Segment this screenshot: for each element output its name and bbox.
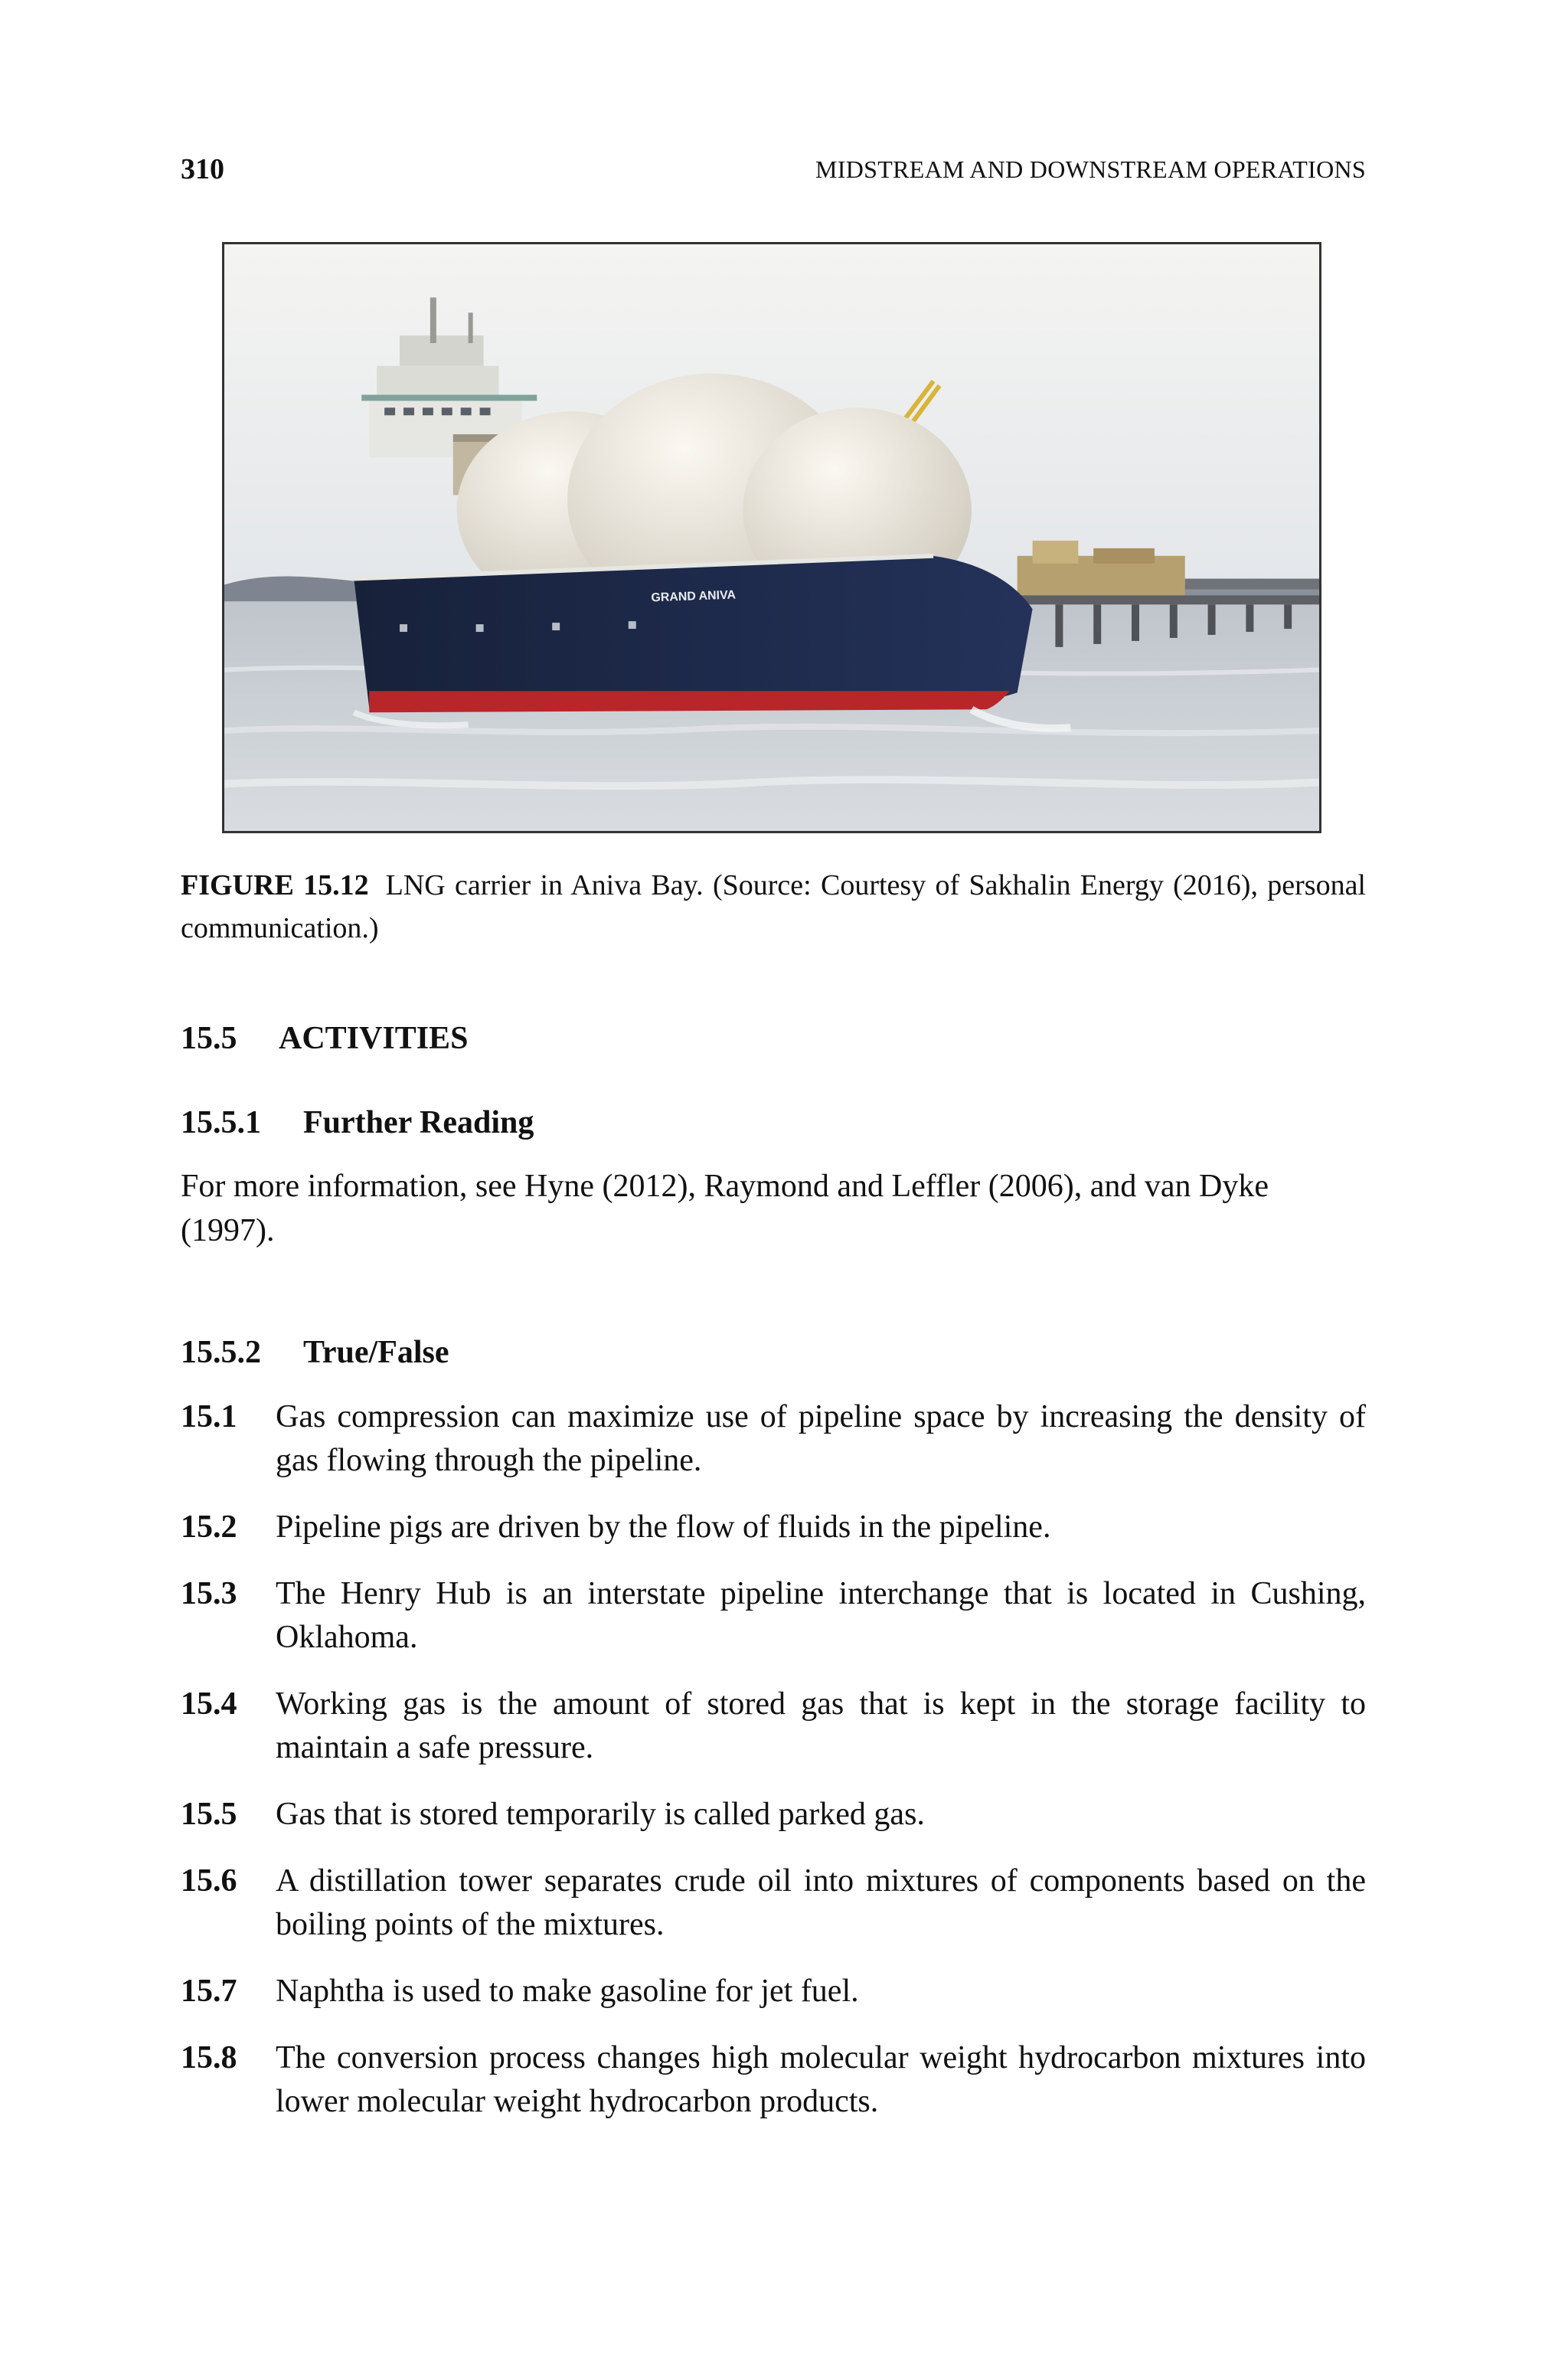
section-title: ACTIVITIES [279, 1021, 469, 1056]
true-false-title: True/False [303, 1335, 449, 1370]
question-number: 15.7 [181, 1974, 237, 2009]
figure-caption [181, 864, 1366, 950]
section-number: 15.5 [181, 1021, 237, 1056]
running-head: MIDSTREAM AND DOWNSTREAM OPERATIONS [815, 155, 1366, 183]
question-number: 15.3 [181, 1576, 237, 1611]
true-false-heading [181, 1331, 449, 1374]
question-number: 15.6 [181, 1863, 237, 1899]
list-item [181, 1793, 1366, 1837]
list-item [181, 1970, 1366, 2013]
question-number: 15.8 [181, 2040, 237, 2075]
question-text: The conversion process changes high molecular weight hydrocarbon mixtures into lower molecular weight hydrocarbon products. [276, 2040, 1366, 2119]
list-item [181, 1572, 1366, 1660]
question-number: 15.4 [181, 1686, 237, 1722]
hull-waterline [369, 691, 1009, 712]
question-text: The Henry Hub is an interstate pipeline interchange that is located in Cushing, Oklahoma. [276, 1576, 1366, 1655]
further-reading-text: For more information, see Hyne (2012), Raymond and Leffler (2006), and van Dyke (1997). [181, 1169, 1269, 1248]
question-number: 15.1 [181, 1399, 237, 1434]
page-header [181, 150, 1366, 188]
further-reading-title: Further Reading [303, 1105, 534, 1140]
question-text: Gas compression can maximize use of pipeline space by increasing the density of gas flowing through the pipeline. [276, 1399, 1366, 1478]
question-text: Pipeline pigs are driven by the flow of fluids in the pipeline. [276, 1509, 1051, 1545]
distant-hills [224, 577, 361, 602]
true-false-list [181, 1395, 1366, 2147]
list-item [181, 1506, 1366, 1549]
true-false-number: 15.5.2 [181, 1335, 261, 1370]
question-number: 15.5 [181, 1797, 237, 1832]
list-item [181, 1683, 1366, 1770]
list-item [181, 1859, 1366, 1947]
question-number: 15.2 [181, 1509, 237, 1545]
further-reading-heading [181, 1101, 534, 1144]
list-item [181, 1395, 1366, 1483]
question-text: Naphtha is used to make gasoline for jet fuel. [276, 1974, 859, 2009]
list-item [181, 2036, 1366, 2124]
figure-label: FIGURE 15.12 [181, 869, 369, 901]
question-text: A distillation tower separates crude oil into mixtures of components based on the boiling points of the mixtures. [276, 1863, 1366, 1942]
figure-photo [222, 242, 1321, 833]
further-reading-number: 15.5.1 [181, 1105, 261, 1140]
ship-name: GRAND ANIVA [651, 588, 737, 605]
section-heading [181, 1017, 468, 1060]
question-text: Gas that is stored temporarily is called parked gas. [276, 1797, 925, 1832]
figure-caption-text: LNG carrier in Aniva Bay. (Source: Courtesy of Sakhalin Energy (2016), personal communication.) [181, 869, 1366, 944]
ship-hull [354, 556, 1032, 708]
question-text: Working gas is the amount of stored gas that is kept in the storage facility to maintain a safe pressure. [276, 1686, 1366, 1765]
lng-carrier-illustration [224, 244, 1319, 831]
page-number: 310 [181, 153, 224, 185]
